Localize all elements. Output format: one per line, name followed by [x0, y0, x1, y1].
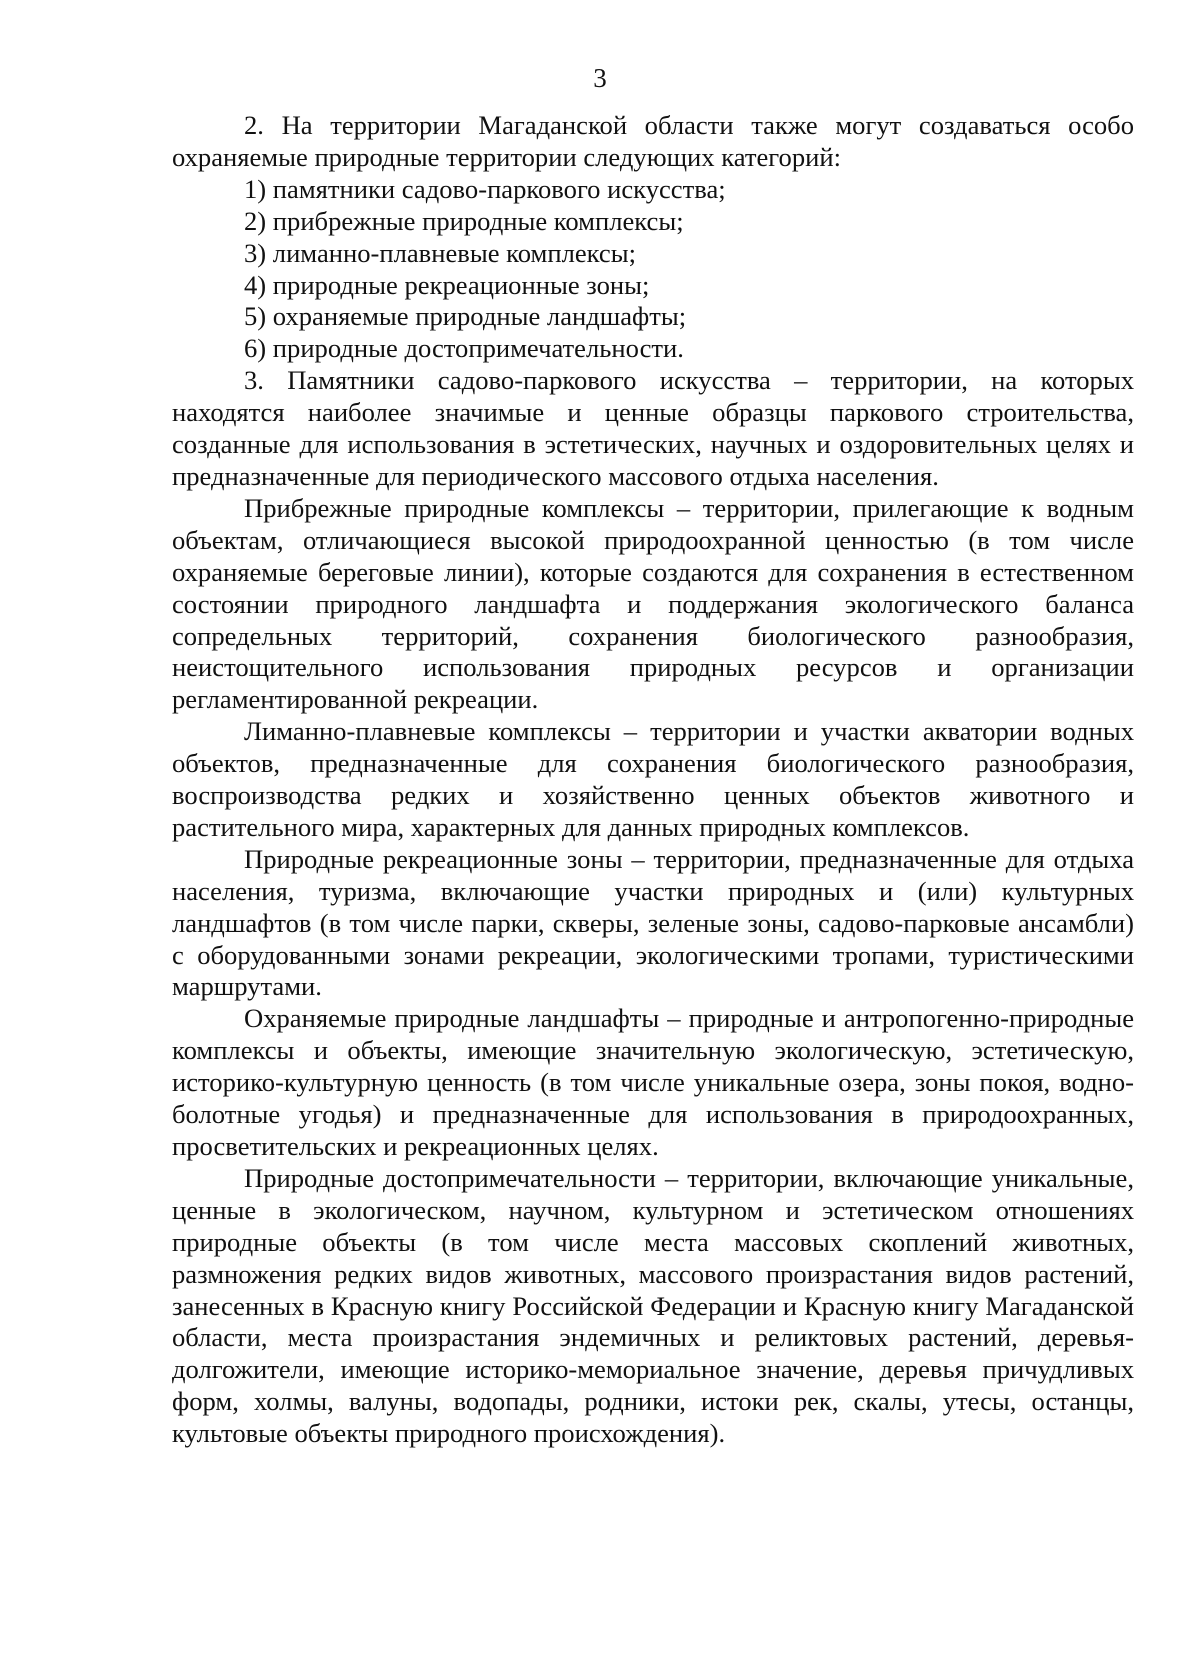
coastal-complexes-paragraph: Прибрежные природные комплексы – территории, прилегающие к водным объектам, отличающиеся высокой природоохранной ценностью (в том числе охраняемые береговые линии), которые создаются для сохранения в естественном состоянии природного ландшафта и поддержания экологического баланса сопредельных территорий, сохранения биологического разнообразия, неистощительного использования природных ресурсов и организации регламентированной рекреации.: [172, 492, 1134, 715]
category-list-item: 4) природные рекреационные зоны;: [244, 269, 650, 300]
category-list-item: 1) памятники садово-паркового искусства;: [244, 173, 726, 204]
protected-landscapes-paragraph: Охраняемые природные ландшафты – природные и антропогенно-природные комплексы и объекты, имеющие значительную экологическую, эстетическую, историко-культурную ценность (в том числе уникальные озера, зоны покоя, водно-болотные угодья) и предназначенные для использования в природоохранных, просветительских и рекреационных целях.: [172, 1003, 1134, 1161]
intro-paragraph: 2. На территории Магаданской области также могут создаваться особо охраняемые природные территории следующих категорий:: [172, 110, 1134, 172]
category-list-item: 5) охраняемые природные ландшафты;: [244, 301, 687, 332]
category-list-item: 2) прибрежные природные комплексы;: [244, 205, 684, 236]
category-list: [172, 174, 1134, 365]
document-body: [172, 110, 1134, 1450]
category-list-item: 6) природные достопримечательности.: [244, 333, 684, 364]
recreational-zones-paragraph: Природные рекреационные зоны – территории, предназначенные для отдыха населения, туризма, включающие участки природных и (или) культурных ландшафтов (в том числе парки, скверы, зеленые зоны, садово-парковые ансамбли) с оборудованными зонами рекреации, экологическими тропами, туристическими маршрутами.: [172, 843, 1134, 1002]
category-list-item: 3) лиманно-плавневые комплексы;: [244, 237, 636, 268]
natural-landmarks-paragraph: Природные достопримечательности – территории, включающие уникальные, ценные в экологическом, научном, культурном и эстетическом отношениях природные объекты (в том числе места массовых скоплений животных, размножения редких видов животных, массового произрастания видов растений, занесенных в Красную книгу Российской Федерации и Красную книгу Магаданской области, места произрастания эндемичных и реликтовых растений, деревья-долгожители, имеющие историко-мемориальное значение, деревья причудливых форм, холмы, валуны, водопады, родники, истоки рек, скалы, утесы, останцы, культовые объекты природного происхождения).: [172, 1162, 1134, 1449]
garden-park-art-paragraph: 3. Памятники садово-паркового искусства – территории, на которых находятся наиболее значимые и ценные образцы паркового строительства, созданные для использования в эстетических, научных и оздоровительных целях и предназначенные для периодического массового отдыха населения.: [172, 365, 1134, 491]
page-number: 3: [593, 63, 607, 93]
estuary-floodplain-paragraph: Лиманно-плавневые комплексы – территории и участки акватории водных объектов, предназначенные для сохранения биологического разнообразия, воспроизводства редких и хозяйственно ценных объектов животного и растительного мира, характерных для данных природных комплексов.: [172, 716, 1134, 842]
